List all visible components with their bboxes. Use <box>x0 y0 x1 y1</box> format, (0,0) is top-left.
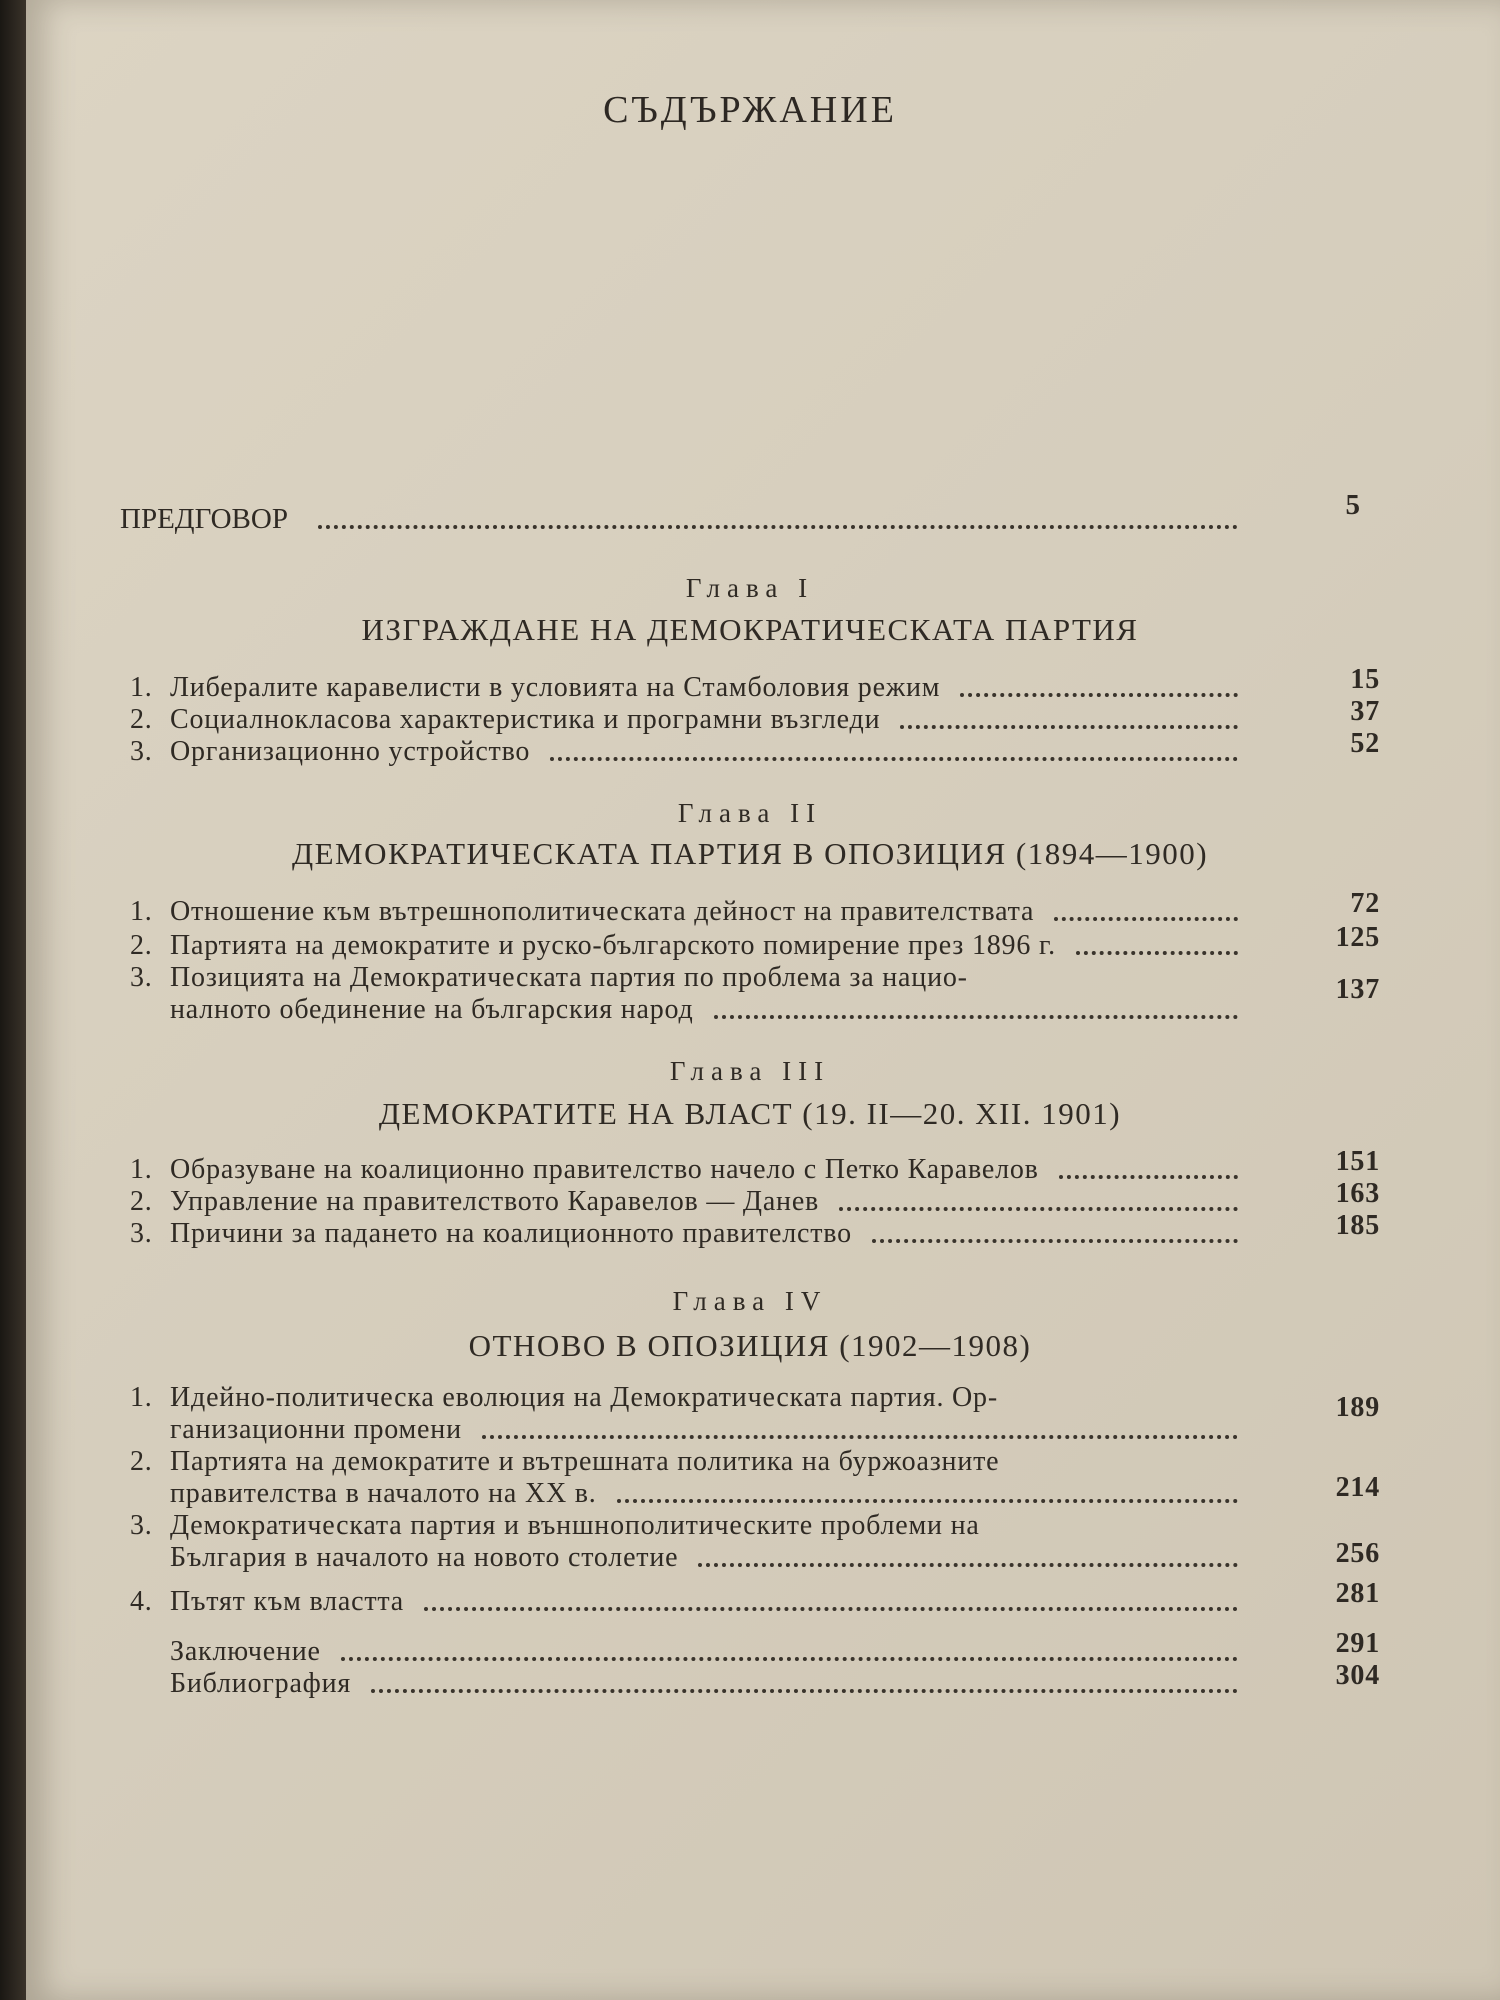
chapter-heading: ДЕМОКРАТИТЕ НА ВЛАСТ (19. II—20. XII. 1901) <box>378 1096 1122 1131</box>
entry-title: Заключение <box>170 1636 321 1667</box>
entry-number: 2. <box>130 1186 153 1217</box>
toc-entry[interactable] <box>130 728 1380 768</box>
leader-dots <box>872 1239 1238 1243</box>
entry-title-continued: налното обединение на българския народ <box>170 994 694 1025</box>
chapter-heading: ИЗГРАЖДАНЕ НА ДЕМОКРАТИЧЕСКАТА ПАРТИЯ <box>361 612 1139 647</box>
page-number: 291 <box>1335 1628 1380 1659</box>
toc-entry[interactable] <box>130 1510 1380 1574</box>
page-number: 189 <box>1335 1392 1380 1423</box>
entry-number: 2. <box>130 704 153 735</box>
page-number: 72 <box>1350 888 1380 919</box>
entry-number: 4. <box>130 1586 153 1617</box>
leader-dots <box>341 1657 1238 1661</box>
entry-number: 3. <box>130 1510 153 1541</box>
leader-dots <box>698 1563 1238 1567</box>
entry-title-continued: правителства в началото на XX в. <box>170 1478 597 1509</box>
toc-entry-bibliography[interactable] <box>170 1660 1380 1700</box>
entry-title-continued: България в началото на новото столетие <box>170 1542 679 1573</box>
page-number: 304 <box>1335 1660 1380 1691</box>
entry-title: Библиография <box>170 1668 352 1699</box>
entry-number: 1. <box>130 896 153 927</box>
chapter-label: Глава I <box>685 573 815 603</box>
leader-dots <box>1059 1175 1238 1179</box>
leader-dots <box>371 1689 1238 1693</box>
chapter-heading: ОТНОВО В ОПОЗИЦИЯ (1902—1908) <box>468 1328 1032 1363</box>
page-number: 125 <box>1335 922 1380 953</box>
entry-number: 2. <box>130 1446 153 1477</box>
entry-title: Причини за падането на коалиционното правителство <box>170 1218 852 1249</box>
toc-entry[interactable] <box>130 962 1380 1026</box>
chapter-label: Глава IV <box>672 1286 828 1316</box>
toc-entry[interactable] <box>130 1210 1380 1250</box>
toc-entry[interactable] <box>130 1178 1380 1218</box>
page-title: СЪДЪРЖАНИЕ <box>603 89 897 131</box>
toc-entry[interactable] <box>130 888 1380 928</box>
leader-dots <box>1076 951 1238 955</box>
leader-dots <box>318 525 1238 529</box>
entry-title: Партията на демократите и руско-българското помирение през 1896 г. <box>170 930 1056 961</box>
page-number: 37 <box>1350 696 1380 727</box>
leader-dots <box>550 757 1238 761</box>
entry-number: 1. <box>130 1382 153 1413</box>
entry-number: 3. <box>130 736 153 767</box>
leader-dots <box>839 1207 1238 1211</box>
leader-dots <box>714 1015 1238 1019</box>
page-number: 163 <box>1335 1178 1380 1209</box>
preface-label: ПРЕДГОВОР <box>120 503 288 535</box>
leader-dots <box>1054 917 1238 921</box>
chapter-label: Глава III <box>669 1056 831 1086</box>
toc-entry[interactable] <box>130 696 1380 736</box>
leader-dots <box>960 693 1238 697</box>
page-number: 214 <box>1335 1472 1380 1503</box>
page-number: 256 <box>1335 1538 1380 1569</box>
entry-title-continued: ганизационни промени <box>170 1414 462 1445</box>
leader-dots <box>900 725 1238 729</box>
chapter-heading: ДЕМОКРАТИЧЕСКАТА ПАРТИЯ В ОПОЗИЦИЯ (1894—1900) <box>291 836 1209 871</box>
page-number: 15 <box>1350 664 1380 695</box>
page-number: 281 <box>1335 1578 1380 1609</box>
page-number: 52 <box>1350 728 1380 759</box>
leader-dots <box>482 1435 1238 1439</box>
leader-dots <box>424 1607 1238 1611</box>
entry-title: Партията на демократите и вътрешната политика на буржоазните <box>170 1446 1000 1477</box>
entry-number: 1. <box>130 1154 153 1185</box>
page-number: 5 <box>1345 489 1360 521</box>
chapter-label: Глава II <box>677 798 823 828</box>
toc-entry[interactable] <box>130 922 1380 962</box>
page-number: 137 <box>1335 974 1380 1005</box>
entry-title: Организационно устройство <box>170 736 531 767</box>
entry-title: Отношение към вътрешнополитическата дейност на правителствата <box>170 896 1035 927</box>
entry-title: Либералите каравелисти в условията на Стамболовия режим <box>170 672 941 703</box>
entry-title: Пътят към властта <box>170 1586 405 1617</box>
entry-title: Позицията на Демократическата партия по проблема за нацио- <box>170 962 968 993</box>
entry-title: Идейно-политическа еволюция на Демократическата партия. Ор- <box>170 1382 998 1413</box>
toc-entry[interactable] <box>130 664 1380 704</box>
page-number: 185 <box>1335 1210 1380 1241</box>
page-number: 151 <box>1335 1146 1380 1177</box>
toc-entry-conclusion[interactable] <box>170 1628 1380 1668</box>
entry-number: 2. <box>130 930 153 961</box>
toc-entry[interactable] <box>130 1446 1380 1510</box>
toc-entry-preface[interactable] <box>120 489 1360 536</box>
toc-entry[interactable] <box>130 1146 1380 1186</box>
entry-title: Образуване на коалиционно правителство начело с Петко Каравелов <box>170 1154 1039 1185</box>
leader-dots <box>617 1499 1238 1503</box>
entry-number: 3. <box>130 962 153 993</box>
toc-entry[interactable] <box>130 1382 1380 1446</box>
entry-number: 1. <box>130 672 153 703</box>
entry-title: Демократическата партия и външнополитическите проблеми на <box>170 1510 980 1541</box>
entry-title: Социалнокласова характеристика и програмни възгледи <box>170 704 881 735</box>
entry-number: 3. <box>130 1218 153 1249</box>
toc-entry[interactable] <box>130 1578 1380 1618</box>
entry-title: Управление на правителството Каравелов — Данев <box>170 1186 820 1217</box>
